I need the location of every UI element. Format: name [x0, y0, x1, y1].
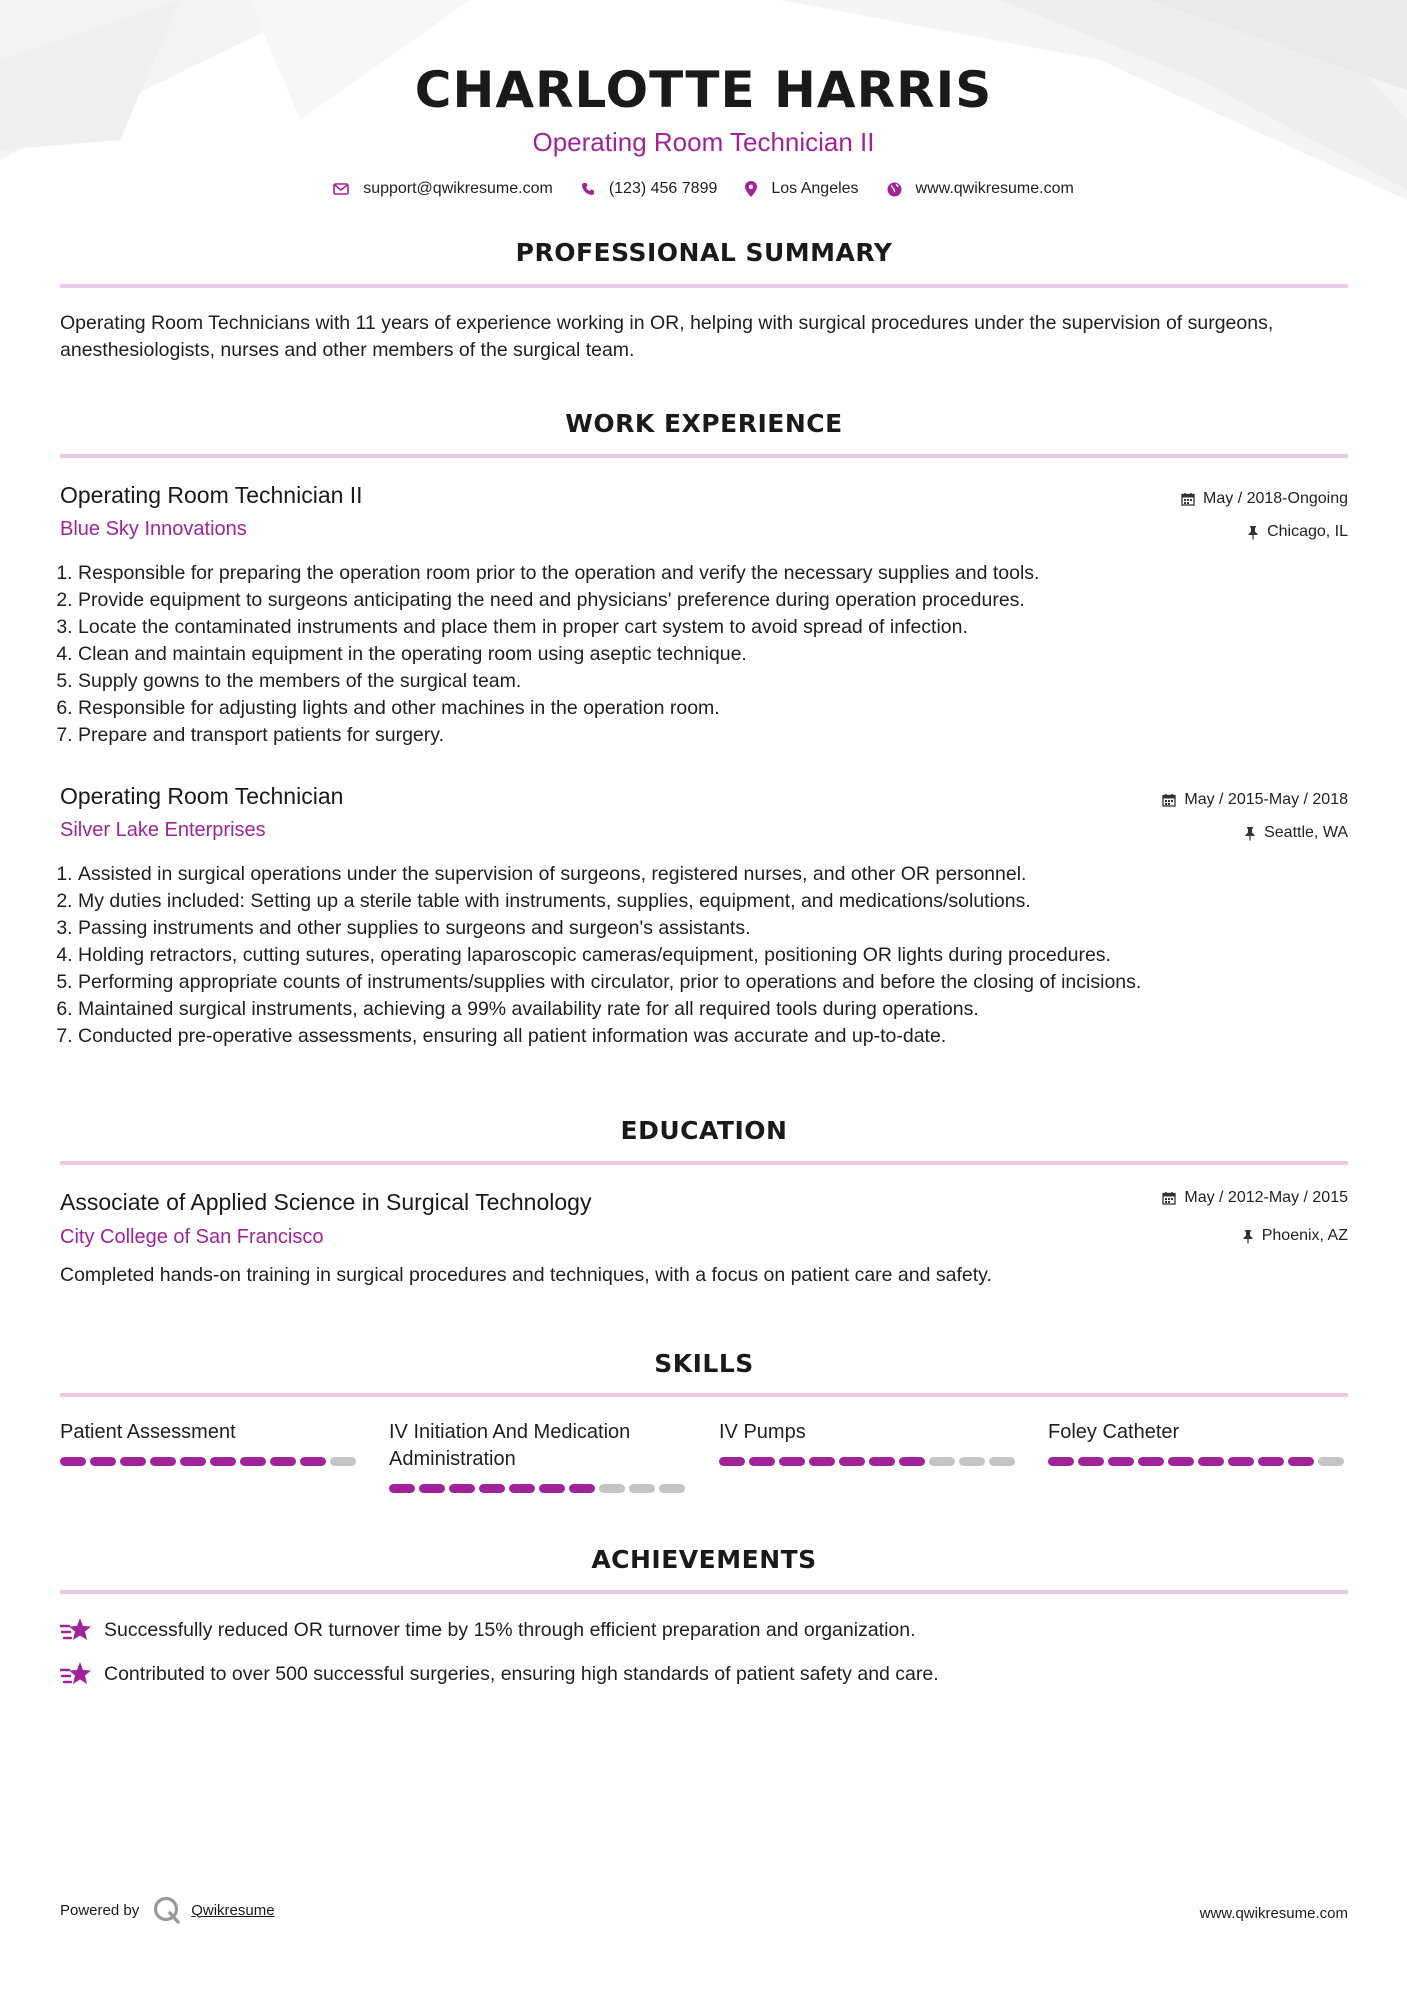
list-item: 7. Conducted pre-operative assessments, ensuring all patient information was accurate and up-to-date. [78, 1023, 1368, 1050]
achievements-heading: ACHIEVEMENTS [591, 1545, 817, 1574]
skill-segment-filled [1258, 1457, 1284, 1466]
calendar-icon [1162, 793, 1176, 807]
pushpin-icon [1244, 826, 1256, 841]
skill-segment-empty [989, 1457, 1015, 1466]
contact-phone[interactable] [581, 180, 718, 198]
skill-segment-filled [419, 1484, 445, 1493]
experience-heading: WORK EXPERIENCE [565, 409, 843, 438]
summary-text: Operating Room Technicians with 11 years of experience working in OR, helping with surgical procedures under the supervision of surgeons, anesthesiologists, nurses and other members of the surgical team. [60, 312, 1274, 361]
contact-website-text: www.qwikresume.com [915, 180, 1074, 197]
achievement-text: Contributed to over 500 successful surgeries, ensuring high standards of patient safety and care. [104, 1662, 939, 1685]
skill-segment-empty [1318, 1457, 1344, 1466]
contact-bar [0, 180, 1407, 198]
list-item: 6. Responsible for adjusting lights and other machines in the operation room. [78, 695, 1368, 722]
job-dates-text: May / 2018-Ongoing [1203, 490, 1348, 507]
skill-segment-filled [1138, 1457, 1164, 1466]
qwikresume-logo-icon [153, 1896, 181, 1924]
list-item: 2. Provide equipment to surgeons anticipating the need and physicians' preference during operation procedures. [78, 587, 1368, 614]
skill-segment-filled [1108, 1457, 1134, 1466]
skill-segment-filled [809, 1457, 835, 1466]
skill-name: Patient Assessment [60, 1421, 236, 1443]
qwikresume-link[interactable]: Qwikresume [191, 1901, 275, 1919]
footer-url[interactable]: www.qwikresume.com [1199, 1905, 1348, 1922]
skill-segment-filled [509, 1484, 535, 1493]
skill-segment-filled [569, 1484, 595, 1493]
skills-heading: SKILLS [654, 1349, 754, 1378]
education-description: Completed hands-on training in surgical procedures and techniques, with a focus on patient care and safety. [60, 1264, 992, 1286]
education-dates-text: May / 2012-May / 2015 [1184, 1189, 1348, 1206]
skill-segment-filled [389, 1484, 415, 1493]
skill-segment-filled [120, 1457, 146, 1466]
skill-segment-filled [719, 1457, 745, 1466]
contact-email-text: support@qwikresume.com [363, 180, 553, 197]
skill-segment-empty [929, 1457, 955, 1466]
skill-segment-filled [539, 1484, 565, 1493]
education-location [1242, 1227, 1348, 1245]
skill-name: IV Pumps [719, 1421, 806, 1443]
skill-segment-filled [869, 1457, 895, 1466]
resume-header [0, 58, 1407, 198]
job-location-text: Seattle, WA [1264, 824, 1348, 841]
education-dates [1162, 1189, 1348, 1207]
contact-website[interactable] [887, 180, 1074, 198]
skill-segment-filled [1228, 1457, 1254, 1466]
envelope-icon [333, 183, 349, 195]
skill-rating-bar [389, 1484, 685, 1493]
skill-segment-filled [779, 1457, 805, 1466]
list-item: 1. Assisted in surgical operations under the supervision of surgeons, registered nurses, and other OR personnel. [78, 861, 1368, 888]
list-item: 6. Maintained surgical instruments, achieving a 99% availability rate for all required tools during operations. [78, 996, 1368, 1023]
skill-segment-empty [659, 1484, 685, 1493]
skill-segment-empty [959, 1457, 985, 1466]
skill-rating-bar [719, 1457, 1015, 1466]
contact-location [745, 180, 858, 198]
job-location [1244, 824, 1348, 842]
skill-segment-filled [60, 1457, 86, 1466]
list-item: 3. Passing instruments and other supplies to surgeons and surgeon's assistants. [78, 915, 1368, 942]
list-item: 4. Holding retractors, cutting sutures, operating laparoscopic cameras/equipment, positioning OR lights during procedures. [78, 942, 1368, 969]
list-item: 5. Performing appropriate counts of instruments/supplies with circulator, prior to operations and before the closing of incisions. [78, 969, 1368, 996]
skill-segment-filled [270, 1457, 296, 1466]
skill-segment-filled [479, 1484, 505, 1493]
skill-segment-filled [210, 1457, 236, 1466]
skill-segment-filled [180, 1457, 206, 1466]
skill-segment-filled [1078, 1457, 1104, 1466]
skill-segment-filled [240, 1457, 266, 1466]
skill-name: IV Initiation And Medication Administration [389, 1421, 631, 1470]
skill-segment-filled [1198, 1457, 1224, 1466]
candidate-role: Operating Room Technician II [532, 127, 875, 157]
skill-segment-filled [1288, 1457, 1314, 1466]
skill-segment-filled [749, 1457, 775, 1466]
job-title: Operating Room Technician [60, 783, 344, 809]
contact-phone-text: (123) 456 7899 [608, 180, 718, 197]
skill-segment-filled [449, 1484, 475, 1493]
skill-rating-bar [1048, 1457, 1344, 1466]
skill-segment-filled [300, 1457, 326, 1466]
list-item: 5. Supply gowns to the members of the surgical team. [78, 668, 1368, 695]
map-pin-icon [745, 181, 757, 197]
calendar-icon [1162, 1191, 1176, 1205]
job-dates [1162, 791, 1348, 809]
job-dates-text: May / 2015-May / 2018 [1184, 791, 1348, 808]
education-location-text: Phoenix, AZ [1261, 1227, 1348, 1244]
skill-rating-bar [60, 1457, 356, 1466]
star-icon [60, 1617, 92, 1643]
skills-divider [60, 1393, 1348, 1397]
job-company: Silver Lake Enterprises [60, 819, 266, 841]
job-duties-list [60, 560, 1368, 749]
summary-heading: PROFESSIONAL SUMMARY [515, 238, 893, 267]
footer-branding [60, 1896, 275, 1924]
job-location-text: Chicago, IL [1267, 523, 1348, 540]
calendar-icon [1181, 492, 1195, 506]
job-dates [1181, 490, 1348, 508]
experience-divider [60, 454, 1348, 458]
skill-segment-empty [629, 1484, 655, 1493]
globe-icon [887, 182, 902, 197]
powered-by-label: Powered by [60, 1901, 140, 1919]
pushpin-icon [1242, 1229, 1254, 1244]
star-icon [60, 1661, 92, 1687]
achievements-divider [60, 1590, 1348, 1594]
job-title: Operating Room Technician II [60, 482, 363, 508]
list-item: 2. My duties included: Setting up a sterile table with instruments, supplies, equipment, and medications/solutions. [78, 888, 1368, 915]
job-duties-list [60, 861, 1368, 1050]
achievement-text: Successfully reduced OR turnover time by 15% through efficient preparation and organization. [104, 1618, 916, 1641]
list-item: 1. Responsible for preparing the operation room prior to the operation and verify the necessary supplies and tools. [78, 560, 1368, 587]
job-location [1247, 523, 1348, 541]
list-item: 7. Prepare and transport patients for surgery. [78, 722, 1368, 749]
skill-segment-filled [90, 1457, 116, 1466]
job-company: Blue Sky Innovations [60, 518, 247, 540]
skill-segment-filled [899, 1457, 925, 1466]
achievement-item [60, 1661, 939, 1687]
skill-segment-filled [1048, 1457, 1074, 1466]
phone-icon [581, 182, 595, 196]
degree-title: Associate of Applied Science in Surgical Technology [60, 1189, 592, 1215]
skill-segment-empty [330, 1457, 356, 1466]
candidate-name: CHARLOTTE HARRIS [414, 61, 993, 119]
pushpin-icon [1247, 525, 1259, 540]
contact-location-text: Los Angeles [771, 180, 859, 197]
summary-divider [60, 284, 1348, 288]
list-item: 3. Locate the contaminated instruments and place them in proper cart system to avoid spread of infection. [78, 614, 1368, 641]
skill-segment-filled [150, 1457, 176, 1466]
skill-segment-filled [839, 1457, 865, 1466]
education-divider [60, 1161, 1348, 1165]
education-heading: EDUCATION [620, 1116, 788, 1145]
skill-segment-empty [599, 1484, 625, 1493]
skill-name: Foley Catheter [1048, 1421, 1180, 1443]
list-item: 4. Clean and maintain equipment in the operating room using aseptic technique. [78, 641, 1368, 668]
school-name: City College of San Francisco [60, 1226, 324, 1248]
contact-email[interactable] [333, 180, 553, 198]
skill-segment-filled [1168, 1457, 1194, 1466]
achievement-item [60, 1617, 916, 1643]
